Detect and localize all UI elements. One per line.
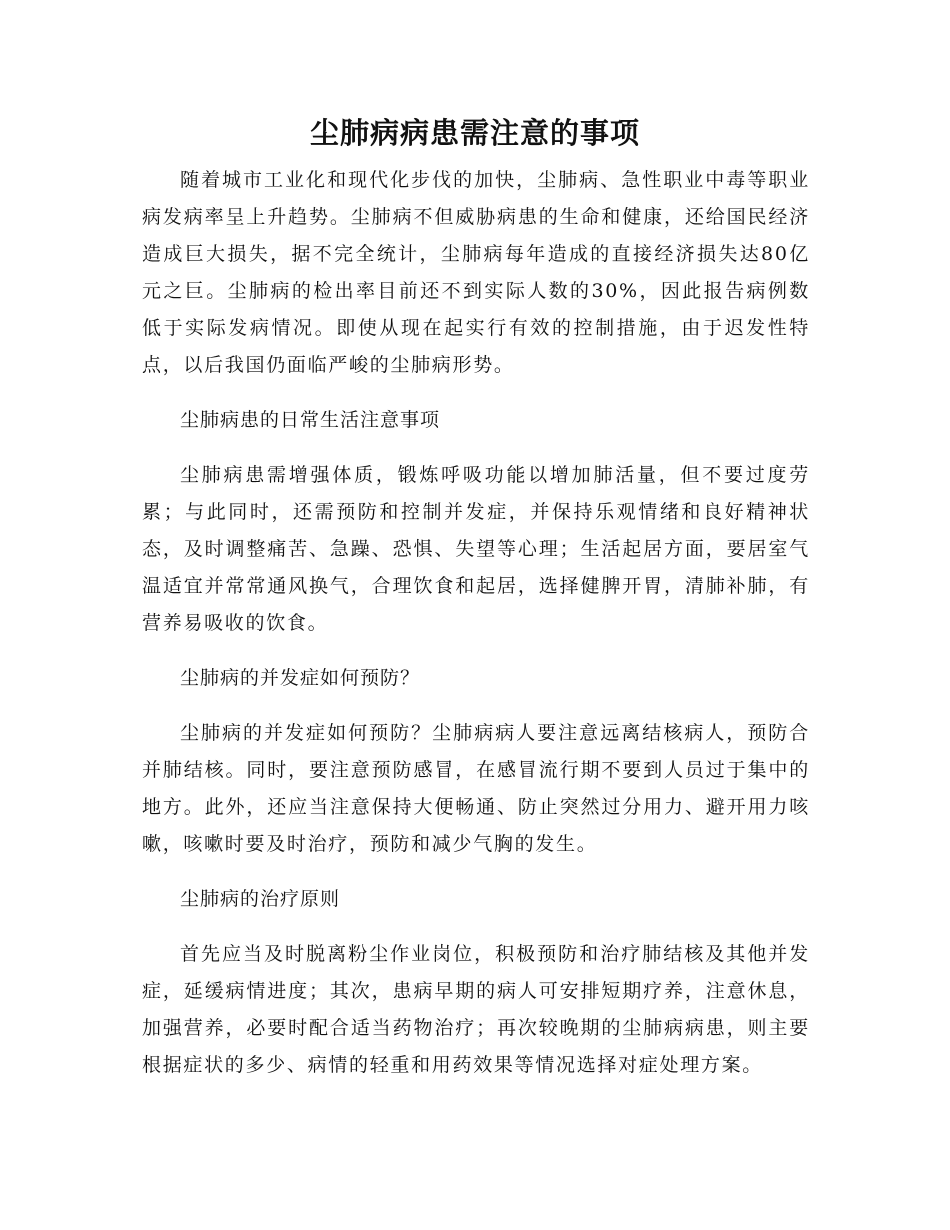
daily-life-paragraph: 尘肺病患需增强体质，锻炼呼吸功能以增加肺活量，但不要过度劳累；与此同时，还需预防和控制并发症，并保持乐观情绪和良好精神状态，及时调整痛苦、急躁、恐惧、失望等心理；生活起居方面，要居室气温适宜并常常通风换气，合理饮食和起居，选择健脾开胃，清肺补肺，有营养易吸收的饮食。 xyxy=(142,464,810,634)
section-heading-treatment: 尘肺病的治疗原则 xyxy=(180,888,341,910)
intro-paragraph: 随着城市工业化和现代化步伐的加快，尘肺病、急性职业中毒等职业病发病率呈上升趋势。尘肺病不但威胁病患的生命和健康，还给国民经济造成巨大损失，据不完全统计，尘肺病每年造成的直接经济损失达80亿元之巨。尘肺病的检出率目前还不到实际人数的30%，因此报告病例数低于实际发病情况。即使从现在起实行有效的控制措施，由于迟发性特点，以后我国仍面临严峻的尘肺病形势。 xyxy=(142,169,810,376)
section-heading-daily-life: 尘肺病患的日常生活注意事项 xyxy=(180,409,441,431)
document-title: 尘肺病病患需注意的事项 xyxy=(309,116,640,150)
complications-paragraph: 尘肺病的并发症如何预防？尘肺病病人要注意远离结核病人，预防合并肺结核。同时，要注意预防感冒，在感冒流行期不要到人员过于集中的地方。此外，还应当注意保持大便畅通、防止突然过分用力、避开用力咳嗽，咳嗽时要及时治疗，预防和减少气胸的发生。 xyxy=(142,722,810,855)
treatment-paragraph: 首先应当及时脱离粉尘作业岗位，积极预防和治疗肺结核及其他并发症，延缓病情进度；其次，患病早期的病人可安排短期疗养，注意休息，加强营养，必要时配合适当药物治疗；再次较晚期的尘肺病病患，则主要根据症状的多少、病情的轻重和用药效果等情况选择对症处理方案。 xyxy=(142,943,810,1076)
document-body xyxy=(142,162,810,1102)
section-heading-complications: 尘肺病的并发症如何预防？ xyxy=(180,667,421,689)
